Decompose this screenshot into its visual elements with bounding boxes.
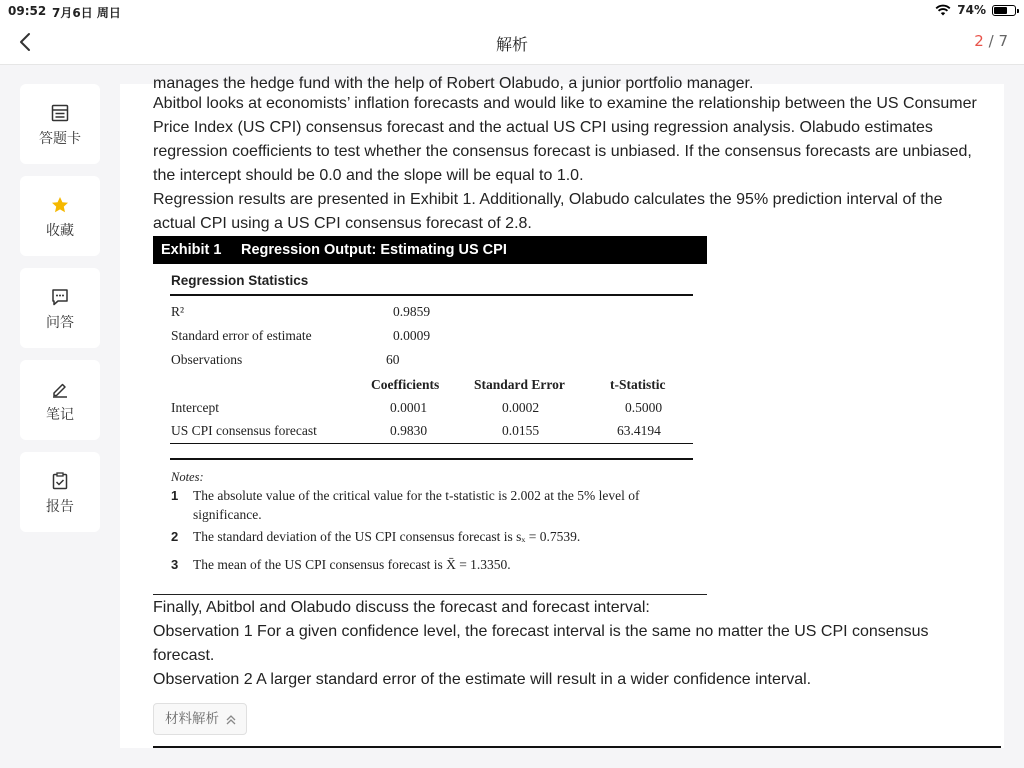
sidebar-item-favorite[interactable] xyxy=(20,176,100,256)
battery-level xyxy=(994,7,1007,14)
cell-standard-error: 0.0155 xyxy=(502,423,540,438)
notes-label: Notes: xyxy=(171,470,204,484)
cell-coefficient: 0.9830 xyxy=(390,423,428,438)
stat-label: R² xyxy=(171,304,185,319)
exhibit-1 xyxy=(153,236,707,596)
observation-1: Observation 1 For a given confidence level, the forecast interval is the same no matter the US CPI consensus forecast. xyxy=(153,623,929,664)
sidebar-item-report[interactable] xyxy=(20,452,100,532)
note-text: significance. xyxy=(193,507,262,522)
cell-t-statistic: 63.4194 xyxy=(617,423,661,438)
page-title: 解析 xyxy=(495,35,528,54)
column-header: t-Statistic xyxy=(610,377,666,392)
regression-statistics-title: Regression Statistics xyxy=(171,273,309,288)
sidebar-item-notes[interactable] xyxy=(20,360,100,440)
status-right xyxy=(935,3,1016,17)
table-rule xyxy=(170,443,693,444)
cell-standard-error: 0.0002 xyxy=(502,400,540,415)
exhibit-number: Exhibit 1 xyxy=(161,242,222,258)
sidebar-item-label: 问答 xyxy=(46,315,74,331)
wifi-icon xyxy=(935,4,951,16)
table-rule xyxy=(170,294,693,296)
exhibit-header xyxy=(153,236,707,264)
table-rule xyxy=(170,458,693,460)
exhibit-title: Regression Output: Estimating US CPI xyxy=(241,242,507,258)
status-time: 09:52 xyxy=(8,4,47,18)
column-header: Standard Error xyxy=(474,377,565,392)
note-number: 3 xyxy=(171,557,179,572)
double-chevron-up-icon xyxy=(225,714,237,726)
observation-2: Observation 2 A larger standard error of the estimate will result in a wider confidence interval. xyxy=(153,671,812,688)
battery-percent: 74% xyxy=(957,3,986,17)
stat-value: 60 xyxy=(386,352,400,367)
note-text: The absolute value of the critical value for the t-statistic is 2.002 at the 5% level of xyxy=(193,488,640,503)
divider xyxy=(153,746,1001,748)
stat-label: Standard error of estimate xyxy=(171,328,312,343)
sidebar-item-label: 答题卡 xyxy=(39,131,81,147)
cell-t-statistic: 0.5000 xyxy=(625,400,663,415)
row-label: US CPI consensus forecast xyxy=(171,423,317,438)
note-text: The mean of the US CPI consensus forecast is X̄ = 1.3350. xyxy=(193,557,511,572)
report-icon xyxy=(51,472,69,490)
page-current: 2 xyxy=(974,32,984,50)
nav-bar xyxy=(0,22,1024,65)
pencil-icon xyxy=(51,380,69,398)
page-indicator xyxy=(974,32,1008,50)
sidebar-item-answer-sheet[interactable] xyxy=(20,84,100,164)
sidebar-item-label: 报告 xyxy=(46,499,74,515)
stat-value: 0.0009 xyxy=(393,328,431,343)
status-bar xyxy=(0,0,1024,22)
cell-coefficient: 0.0001 xyxy=(390,400,428,415)
results-paragraph: Regression results are presented in Exhibit 1. Additionally, Olabudo calculates the 95% prediction interval of the actual CPI using a US CPI consensus forecast of 2.8. xyxy=(153,191,943,232)
column-header: Coefficients xyxy=(371,377,440,392)
note-text: The standard deviation of the US CPI consensus forecast is sₓ = 0.7539. xyxy=(193,529,581,544)
material-analysis-button[interactable] xyxy=(153,703,247,735)
page-total: / 7 xyxy=(988,32,1008,50)
battery-icon xyxy=(992,5,1016,16)
sidebar-item-label: 笔记 xyxy=(46,407,74,423)
clipped-text-line: manages the hedge fund with the help of Robert Olabudo, a junior portfolio manager. xyxy=(153,75,754,92)
closing-line: Finally, Abitbol and Olabudo discuss the forecast and forecast interval: xyxy=(153,599,650,616)
sidebar-item-label: 收藏 xyxy=(46,223,74,239)
sidebar-item-qa[interactable] xyxy=(20,268,100,348)
status-date: 7月6日 周日 xyxy=(52,6,121,20)
stat-label: Observations xyxy=(171,352,243,367)
intro-paragraph: Abitbol looks at economists’ inflation forecasts and would like to examine the relationship between the US Consumer Price Index (US CPI) consensus forecast and the actual US CPI using regression analysis. Olabudo estimates regression coefficients to test whether the consensus forecast is unbiased. If the consensus forecasts are unbiased, the intercept should be 0.0 and the slope will be equal to 1.0. xyxy=(153,95,977,184)
material-analysis-label: 材料解析 xyxy=(165,711,219,727)
exhibit-bottom-rule xyxy=(153,594,707,595)
star-icon xyxy=(51,196,69,214)
note-number: 1 xyxy=(171,488,179,503)
answer-sheet-icon xyxy=(51,104,69,122)
chat-icon xyxy=(51,288,69,306)
stat-value: 0.9859 xyxy=(393,304,431,319)
question-material-card xyxy=(120,75,1004,748)
row-label: Intercept xyxy=(171,400,219,415)
note-number: 2 xyxy=(171,529,179,544)
